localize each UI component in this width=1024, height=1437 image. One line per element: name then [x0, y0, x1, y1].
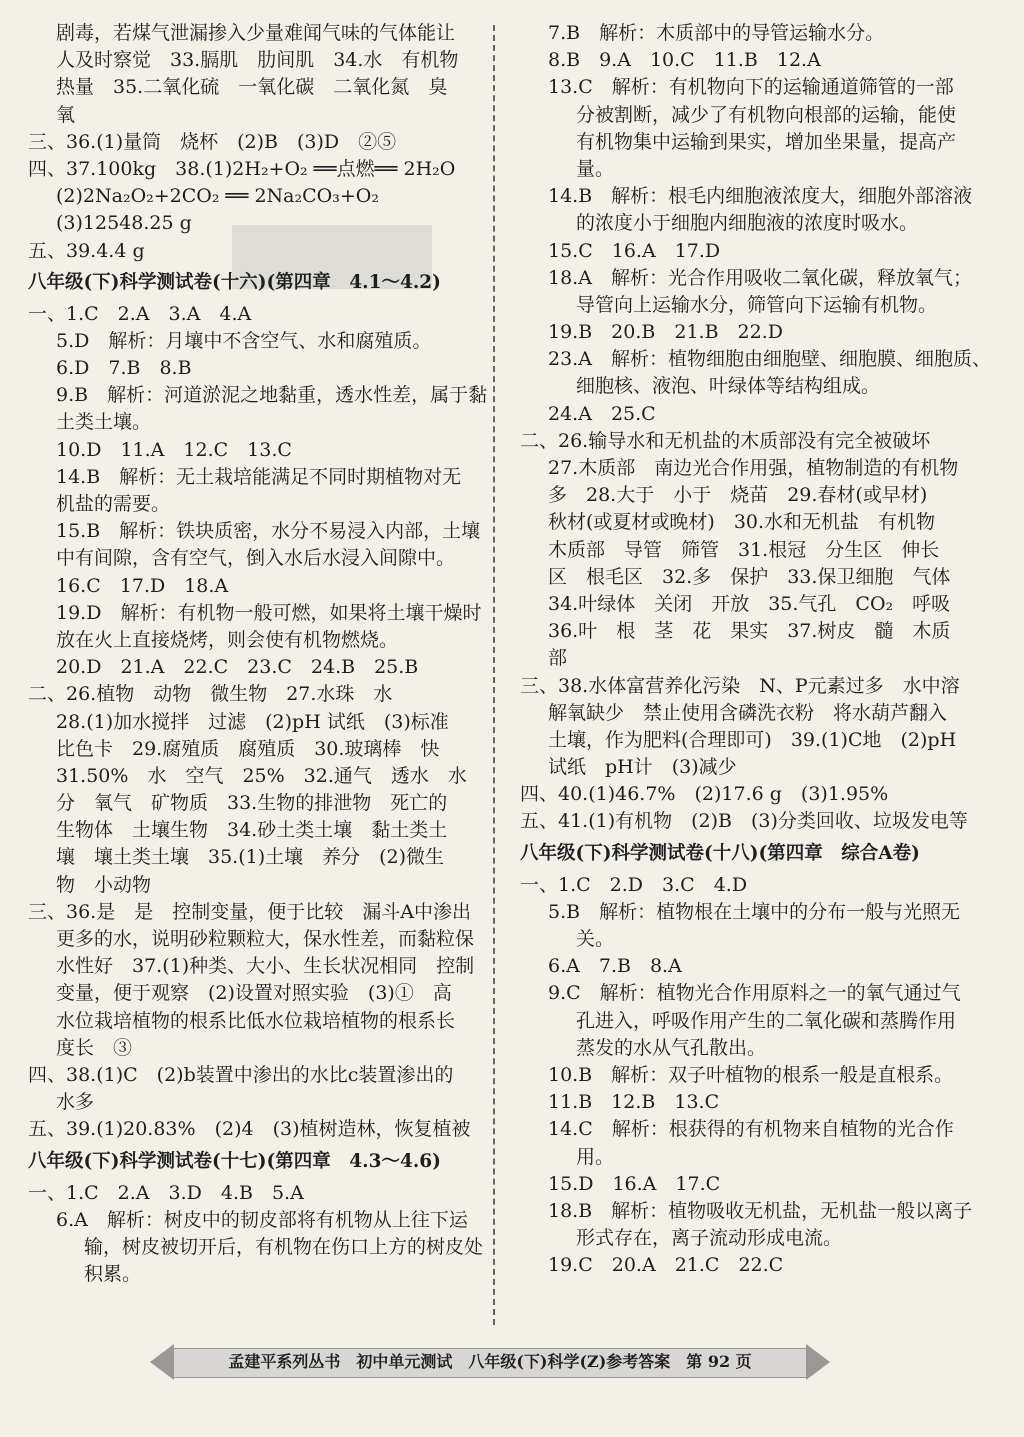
answer-line: 的浓度小于细胞内细胞液的浓度时吸水。: [576, 212, 919, 235]
answer-line: 5.B 解析：植物根在土壤中的分布一般与光照无: [548, 900, 961, 923]
answer-line: 试纸 pH计 (3)减少: [548, 756, 737, 779]
answer-line: 用。: [576, 1145, 615, 1168]
answer-line: 更多的水，说明砂粒颗粒大，保水性差，而黏粒保: [56, 928, 475, 950]
answer-line: 机盐的需要。: [56, 493, 171, 515]
answer-line: 关。: [576, 928, 615, 950]
answer-line: 28.(1)加水搅拌 过滤 (2)pH 试纸 (3)标准: [56, 710, 449, 733]
right-answer-column: [520, 20, 1000, 1279]
answer-line: 输，树皮被切开后，有机物在伤口上方的树皮处: [84, 1235, 484, 1258]
answer-line: 三、36.(1)量筒 烧杯 (2)B (3)D ②⑤: [28, 130, 397, 153]
answer-line: 14.C 解析：根获得的有机物来自植物的光合作: [548, 1118, 954, 1141]
answer-line: 20.D 21.A 22.C 23.C 24.B 25.B: [56, 656, 419, 679]
answer-line: 五、39.(1)20.83% (2)4 (3)植树造林，恢复植被: [28, 1118, 471, 1141]
answer-line: 34.叶绿体 关闭 开放 35.气孔 CO₂ 呼吸: [548, 592, 951, 615]
answer-line: 18.B 解析：植物吸收无机盐，无机盐一般以离子: [548, 1199, 973, 1222]
footer-right-arrow-icon: [806, 1344, 830, 1380]
answer-line: 量。: [576, 157, 615, 180]
answer-line: 5.D 解析：月壤中不含空气、水和腐殖质。: [56, 329, 432, 352]
answer-line: 导管向上运输水分，筛管向下运输有机物。: [576, 293, 938, 316]
answer-line: 热量 35.二氧化硫 一氧化碳 二氧化氮 臭: [56, 76, 448, 99]
answer-line: 孔进入，呼吸作用产生的二氧化碳和蒸腾作用: [576, 1009, 957, 1032]
answer-line: 中有间隙，含有空气，倒入水后水浸入间隙中。: [56, 547, 456, 570]
footer-left-arrow-icon: [150, 1344, 174, 1380]
answer-line: 三、38.水体富营养化污染 N、P元素过多 水中溶: [520, 674, 960, 697]
answer-line: 一、1.C 2.A 3.A 4.A: [28, 302, 252, 325]
answer-line: 19.C 20.A 21.C 22.C: [548, 1254, 784, 1277]
answer-line: 形式存在，离子流动形成电流。: [576, 1227, 843, 1250]
answer-line: 一、1.C 2.A 3.D 4.B 5.A: [28, 1181, 304, 1204]
answer-line: 人及时察觉 33.膈肌 肋间肌 34.水 有机物: [56, 49, 459, 72]
answer-line: 7.B 解析：木质部中的导管运输水分。: [548, 22, 885, 44]
answer-line: 四、37.100kg 38.(1)2H₂+O₂ ══点燃══ 2H₂O: [28, 157, 456, 180]
answer-line: 五、41.(1)有机物 (2)B (3)分类回收、垃圾发电等: [520, 810, 968, 833]
section-heading: 八年级(下)科学测试卷(十六)(第四章 4.1～4.2): [28, 271, 441, 293]
answer-line: 细胞核、液泡、叶绿体等结构组成。: [576, 375, 881, 398]
answer-line: 解氧缺少 禁止使用含磷洗衣粉 将水葫芦翻入: [548, 701, 948, 724]
answer-line: 生物体 土壤生物 34.砂土类土壤 黏土类土: [56, 819, 448, 842]
answer-line: 19.B 20.B 21.B 22.D: [548, 321, 783, 344]
answer-line: 9.C 解析：植物光合作用原料之一的氧气通过气: [548, 982, 961, 1005]
answer-line: 15.B 解析：铁块质密，水分不易浸入内部，土壤: [56, 520, 481, 543]
answer-line: 11.B 12.B 13.C: [548, 1091, 720, 1114]
answer-line: 区 根毛区 32.多 保护 33.保卫细胞 气体: [548, 565, 951, 588]
answer-line: 6.A 7.B 8.A: [548, 955, 682, 978]
answer-line: 三、36.是 是 控制变量，便于比较 漏斗A中渗出: [28, 900, 471, 923]
answer-line: 土类土壤。: [56, 411, 152, 434]
footer-text: 孟建平系列丛书 初中单元测试 八年级(下)科学(Z)参考答案 第 92 页: [228, 1352, 752, 1371]
answer-line: 分被割断，减少了有机物向根部的运输，能使: [576, 103, 957, 126]
answer-line: 18.A 解析：光合作用吸收二氧化碳，释放氧气；: [548, 266, 972, 289]
answer-line: 壤 壤土类土壤 35.(1)土壤 养分 (2)微生: [56, 846, 445, 869]
answer-line: 14.B 解析：根毛内细胞液浓度大，细胞外部溶液: [548, 185, 973, 208]
answer-line: 五、39.4.4 g: [28, 239, 145, 262]
answer-line: 19.D 解析：有机物一般可燃，如果将土壤干燥时: [56, 601, 482, 624]
answer-line: 二、26.植物 动物 微生物 27.水珠 水: [28, 683, 393, 706]
answer-line: 水性好 37.(1)种类、大小、生长状况相同 控制: [56, 955, 475, 978]
answer-line: 8.B 9.A 10.C 11.B 12.A: [548, 49, 821, 72]
answer-line: 6.A 解析：树皮中的韧皮部将有机物从上往下运: [56, 1208, 468, 1231]
answer-line: 土壤，作为肥料(合理即可) 39.(1)C地 (2)pH: [548, 728, 957, 751]
answer-line: 15.D 16.A 17.C: [548, 1172, 721, 1195]
answer-line: 度长 ③: [56, 1036, 133, 1059]
answer-line: 10.B 解析：双子叶植物的根系一般是直根系。: [548, 1063, 954, 1086]
answer-line: 水位栽培植物的根系比低水位栽培植物的根系长: [56, 1009, 456, 1032]
answer-line: (2)2Na₂O₂+2CO₂ ══ 2Na₂CO₃+O₂: [56, 185, 379, 208]
answer-line: 有机物集中运输到果实，增加坐果量，提高产: [576, 130, 957, 153]
answer-line: 15.C 16.A 17.D: [548, 239, 721, 262]
answer-line: 27.木质部 南边光合作用强，植物制造的有机物: [548, 457, 959, 479]
answer-line: 水多: [56, 1091, 95, 1114]
answer-line: 放在火上直接烧烤，则会使有机物燃烧。: [56, 628, 399, 651]
answer-line: 比色卡 29.腐殖质 腐殖质 30.玻璃棒 快: [56, 737, 440, 760]
answer-line: 6.D 7.B 8.B: [56, 357, 192, 380]
answer-line: 9.B 解析：河道淤泥之地黏重，透水性差，属于黏: [56, 384, 488, 407]
answer-line: 二、26.输导水和无机盐的木质部没有完全被破坏: [520, 429, 931, 452]
page-footer: [150, 1340, 830, 1384]
answer-line: 部: [548, 647, 568, 670]
answer-line: 31.50% 水 空气 25% 32.通气 透水 水: [56, 764, 467, 787]
answer-line: 氧: [56, 103, 76, 126]
answer-line: 四、40.(1)46.7% (2)17.6 g (3)1.95%: [520, 783, 889, 806]
answer-line: 23.A 解析：植物细胞由细胞壁、细胞膜、细胞质、: [548, 348, 991, 371]
answer-line: 10.D 11.A 12.C 13.C: [56, 438, 292, 461]
answer-line: 物 小动物: [56, 873, 152, 896]
answer-line: 分 氧气 矿物质 33.生物的排泄物 死亡的: [56, 792, 448, 815]
answer-line: 剧毒，若煤气泄漏掺入少量难闻气味的气体能让: [56, 22, 456, 44]
answer-line: 24.A 25.C: [548, 402, 656, 425]
answer-line: 蒸发的水从气孔散出。: [576, 1036, 767, 1059]
section-heading: 八年级(下)科学测试卷(十七)(第四章 4.3～4.6): [28, 1150, 441, 1172]
section-heading: 八年级(下)科学测试卷(十八)(第四章 综合A卷): [520, 842, 920, 864]
column-divider: [493, 25, 495, 1325]
answer-line: 16.C 17.D 18.A: [56, 574, 229, 597]
answer-line: 36.叶 根 茎 花 果实 37.树皮 髓 木质: [548, 620, 951, 643]
answer-line: 多 28.大于 小于 烧苗 29.春材(或早材): [548, 484, 928, 507]
answer-line: 木质部 导管 筛管 31.根冠 分生区 伸长: [548, 538, 940, 561]
answer-line: 一、1.C 2.D 3.C 4.D: [520, 873, 748, 896]
left-answer-column: [28, 20, 488, 1288]
answer-line: 13.C 解析：有机物向下的运输通道筛管的一部: [548, 76, 954, 99]
answer-line: 秋材(或夏材或晚材) 30.水和无机盐 有机物: [548, 511, 936, 534]
answer-line: 变量，便于观察 (2)设置对照实验 (3)① 高: [56, 982, 452, 1005]
answer-line: (3)12548.25 g: [56, 212, 192, 235]
answer-line: 14.B 解析：无土栽培能满足不同时期植物对无: [56, 465, 462, 488]
answer-line: 四、38.(1)C (2)b装置中渗出的水比c装置渗出的: [28, 1063, 454, 1086]
answer-line: 积累。: [84, 1263, 142, 1286]
